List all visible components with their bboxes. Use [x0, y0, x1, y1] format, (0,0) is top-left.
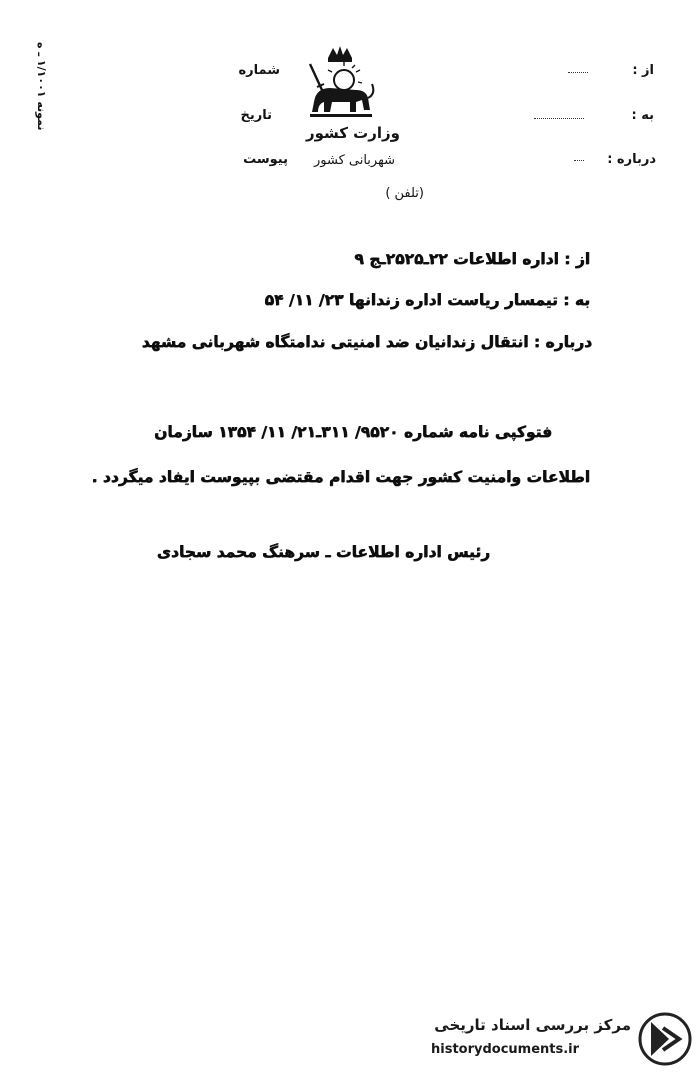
department-title: شهربانی کشور [313, 153, 395, 168]
to-line: به : تیمسار ریاست اداره زندانها ۲۳/ ۱۱/ ۵۴ [264, 291, 590, 309]
lion-and-sun-emblem-icon [300, 44, 380, 122]
attachment-label: پیوست [243, 152, 288, 167]
from-label: از : [632, 63, 654, 78]
from-dotted-line [568, 72, 588, 73]
paragraph-line-1: فتوکپی نامه شماره ۹۵۲۰/ ۳۱۱ـ۲۱/ ۱۱/ ۱۳۵۴ سازمان [153, 423, 552, 441]
form-code: نمونه ۱/۱۰۰۱ ـ ه [35, 42, 48, 131]
ministry-title: وزارت کشور [305, 124, 400, 142]
from-line: از : اداره اطلاعات ۲۲ـ۲۵۲۵ـج ۹ [354, 250, 590, 268]
phone-label: (تلفن ) [385, 186, 424, 201]
subject-label: درباره : [607, 152, 656, 167]
subject-dotted-line [574, 160, 584, 161]
watermark-title: مرکز بررسی اسناد تاریخی [434, 1016, 631, 1034]
watermark-url: historydocuments.ir [431, 1042, 580, 1057]
to-dotted-line [534, 118, 584, 119]
signature-line: رئیس اداره اطلاعات ـ سرهنگ محمد سجادی [156, 543, 490, 561]
watermark [405, 1010, 695, 1068]
paragraph-line-2: اطلاعات وامنیت کشور جهت اقدام مقتضی بپیوست ایفاد میگردد . [91, 468, 590, 486]
number-label: شماره [238, 63, 280, 78]
to-label: به : [631, 108, 654, 123]
watermark-logo-icon [637, 1012, 693, 1066]
subject-line: درباره : انتقال زندانیان ضد امنیتی ندامتگاه شهربانی مشهد [141, 333, 592, 351]
date-label: تاریخ [240, 108, 272, 123]
